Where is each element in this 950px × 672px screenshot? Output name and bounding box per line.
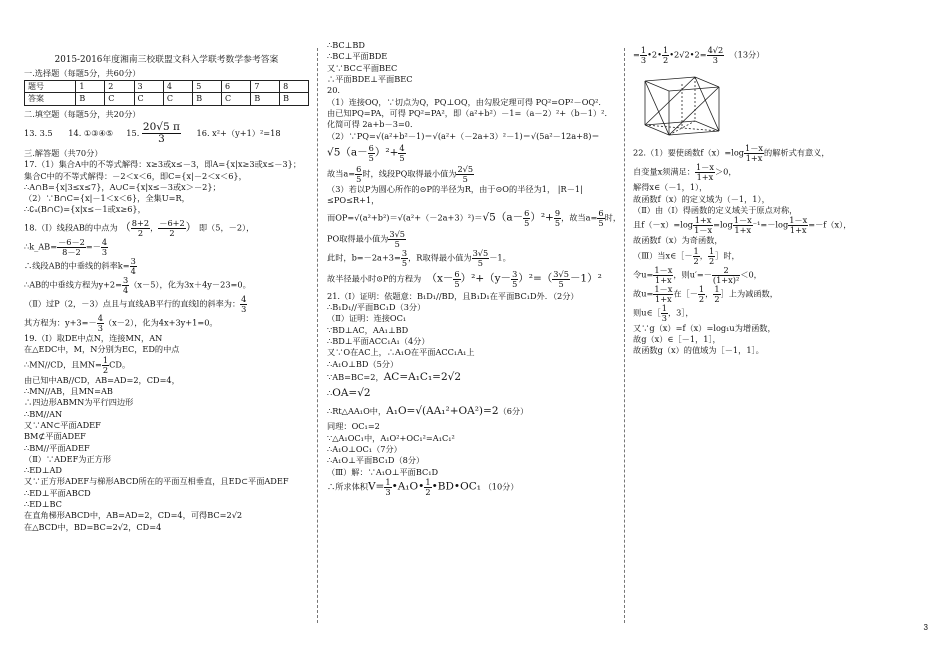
fraction: $\frac{1}{3}$ — [640, 45, 647, 66]
fraction: $\frac{1-x}{1+x}$ — [695, 162, 714, 183]
fraction: $\frac{3}{4}$ — [123, 274, 129, 295]
text-line: ∵AB=BC=2，AC=A₁C₁=2√2 — [327, 370, 462, 383]
text-line: 自变量x须满足： $\frac{1-x}{1+x}$ ＞0， — [633, 162, 737, 183]
text-line: 又∵O在AC上，∴A₁O在平面ACC₁A₁上 — [327, 347, 475, 358]
text-line: 故函数f（x）为奇函数， — [633, 235, 723, 246]
table-cell: 5 — [193, 81, 222, 93]
table-cell: C — [134, 93, 163, 105]
text-line: （3）若以P为圆心所作的⊙P的半径为R，由于⊙O的半径为1， |R－1| — [327, 183, 583, 194]
fraction: $\frac{6}{5}$ — [368, 142, 374, 163]
text-line: ∴BM//平面ADEF — [24, 442, 90, 453]
table-cell: 8 — [280, 81, 309, 93]
text-line: （Ⅲ）当x∈［－ $\frac{1}{2}$ ， $\frac{1}{2}$ ］时， — [633, 245, 740, 266]
text-line: ∴四边形ABMN为平行四边形 — [24, 397, 134, 408]
text-line: ∴A₁O⊥BD（5分） — [327, 358, 399, 369]
text-line: （Ⅱ）∵ADEF为正方形 — [24, 453, 112, 464]
fraction: $\frac{4}{3}$ — [97, 312, 103, 333]
fill-answer: 14. ①③④⑤ — [68, 127, 114, 138]
text-line: 故半径最小时⊙P的方程为 （x－ $\frac{6}{5}$ ）²+（y－ $\frac{3}{5}$ ）²=（ $\frac{3√5}{5}$ －1）² — [327, 268, 602, 289]
table-cell: C — [105, 93, 134, 105]
fill-answers — [24, 122, 309, 146]
section-heading: 二.填空题（每题5分，共20分） — [24, 108, 141, 119]
text-line: ∴所求体积V= $\frac{1}{3}$ •A₁O• $\frac{1}{2}$ •BD•OC₁ （10分） — [327, 476, 519, 497]
table-cell: 7 — [251, 81, 280, 93]
fraction: $\frac{1}{2}$ — [708, 245, 715, 266]
text-line: 故函数f（x）的定义域为（－1，1）， — [633, 193, 770, 204]
fraction: $\frac{1-x}{1+x}$ — [745, 143, 764, 164]
fraction: $\frac{1}{2}$ — [425, 476, 431, 497]
text-line: BM⊄平面ADEF — [24, 431, 86, 442]
fraction: $\frac{6}{5}$ — [598, 207, 604, 228]
text-line: （Ⅲ）解：∵A₁O⊥平面BC₁D — [327, 466, 439, 477]
text-line: ∴BM//AN — [24, 408, 63, 419]
text-line: 由已知中AB//CD，AB=AD=2，CD=4， — [24, 374, 180, 385]
text-line: 17.（1）集合A中的不等式解得：x≥3或x≤－3，即A={x|x≥3或x≤－3}； — [24, 159, 302, 170]
text-line: ∴B₁D₁//平面BC₁D（3分） — [327, 301, 426, 312]
fraction: $\frac{1-x}{1+x}$ — [654, 283, 673, 304]
fraction: $\frac{1-x}{1+x}$ — [733, 215, 752, 236]
text-line: 在△EDC中，M，N分别为EC，ED的中点 — [24, 344, 180, 355]
fraction: $\frac{1}{2}$ — [693, 245, 699, 266]
fraction: $\frac{8+2}{2}$ — [131, 217, 150, 238]
section-heading: 三.解答题（共70分） — [24, 147, 103, 158]
text-line: ∴BD⊥平面ACC₁A₁（4分） — [327, 335, 430, 346]
text-line: （Ⅱ）证明：连接OC₁ — [327, 313, 407, 324]
text-line: ∵△A₁OC₁中，A₁O²+OC₁²=A₁C₁² — [327, 432, 455, 443]
text-line: ∴A∩B={x|3≤x≤7}，A∪C={x|x≤－3或x＞－2}； — [24, 181, 221, 192]
table-row — [25, 81, 309, 93]
fraction: $\frac{4}{3}$ — [241, 293, 247, 314]
text-line: 22.（1）要使函数f（x）=log $\frac{1-x}{1+x}$ 的解析式有意义， — [633, 143, 830, 164]
fraction: $\frac{1+x}{1-x}$ — [694, 215, 713, 236]
table-cell: B — [193, 93, 222, 105]
text-line: 由已知PQ=PA，可得 PQ²=PA²，即（a²+b²）－1=（a－2）²+（b－1）²． — [327, 107, 613, 118]
fraction: $\frac{-6-2}{8-2}$ — [58, 236, 85, 257]
text-line: 故函数g（x）的值域为［－1，1］。 — [633, 345, 764, 356]
fill-answer: 16. x²+（y+1）²=18 — [196, 127, 281, 138]
text-line: （Ⅱ）过P（2，－3）点且与直线AB平行的直线l的斜率为： $\frac{4}{3}$ — [24, 293, 247, 314]
table-cell: 答案 — [25, 93, 76, 105]
text-line: 集合C中的不等式解得：－2＜x＜6，即C={x|－2＜x＜6}， — [24, 170, 247, 181]
fraction: $\frac{2√5}{5}$ — [457, 163, 474, 184]
text-line: 故u= $\frac{1-x}{1+x}$ 在［－ $\frac{1}{2}$ ， $\frac{1}{2}$ ］上为减函数， — [633, 283, 778, 304]
text-line: ∴A₁O⊥OC₁（7分） — [327, 443, 402, 454]
fraction: $\frac{1-x}{1+x}$ — [789, 215, 808, 236]
text-line: ∴ED⊥BC — [24, 499, 62, 510]
answer-table — [24, 80, 309, 105]
fraction: $\frac{20√5 \pi}{3}$ — [142, 120, 180, 146]
text-line: 同理：OC₁=2 — [327, 421, 380, 432]
section-heading: 一.选择题（每题5分，共60分） — [24, 68, 141, 79]
text-line: ∴BC⊥BD — [327, 40, 365, 50]
table-cell: C — [221, 93, 250, 105]
text-line: 又∵正方形ADEF与梯形ABCD所在的平面互相垂直，且ED⊂平面ADEF — [24, 476, 289, 487]
fraction: $\frac{1}{2}$ — [102, 354, 109, 375]
table-cell: B — [280, 93, 309, 105]
column-1 — [24, 40, 309, 648]
column-divider — [624, 48, 625, 623]
text-line: 21.（Ⅰ）证明：依题意：B₁D₁//BD，且B₁D₁在平面BC₁D外．（2分） — [327, 290, 579, 301]
text-line: 则u∈［ $\frac{1}{3}$ ，3］， — [633, 302, 694, 323]
text-line: ∴ED⊥平面ABCD — [24, 487, 91, 498]
text-line: 而OP=√(a²+b²)＝√(a²+（－2a+3）²)＝√5（a－ $\frac{6}{5}$ ）²+ $\frac{9}{5}$ ，故当a= $\frac{6}{5}$ 时， — [327, 207, 622, 228]
text-line: （Ⅱ）由（Ⅰ）得函数的定义域关于原点对称， — [633, 205, 798, 216]
fill-answer: 13. 3.5 — [24, 127, 53, 138]
table-cell: 题号 — [25, 81, 76, 93]
text-line: 化简可得 2a+b－3=0． — [327, 119, 419, 130]
fraction: $\frac{6}{5}$ — [524, 207, 530, 228]
column-2 — [327, 40, 622, 497]
text-line: ∴ED⊥AD — [24, 465, 62, 476]
fraction: $\frac{3}{4}$ — [130, 255, 136, 276]
column-3 — [633, 40, 923, 357]
prism-diagram — [635, 67, 731, 137]
table-cell: 1 — [76, 81, 105, 93]
text-line: 在直角梯形ABCD中，AB=AD=2，CD=4，可得BC=2√2 — [24, 510, 243, 521]
text-line: 20. — [327, 85, 341, 96]
text-line: ∴BC⊥平面BDE — [327, 51, 388, 62]
text-line: ∴平面BDE⊥平面BEC — [327, 73, 413, 84]
table-cell: 4 — [163, 81, 192, 93]
text-line: ∴∁ᵤ(B∩C)={x|x≤－1或x≥6}， — [24, 204, 146, 215]
text-line: ∴k_AB= $\frac{-6-2}{8-2}$ =－ $\frac{4}{3}$ — [24, 236, 108, 257]
fraction: $\frac{4√2}{3}$ — [707, 45, 724, 66]
text-line: 故g（x）∈［－1，1］， — [633, 334, 721, 345]
fraction: $\frac{1}{3}$ — [661, 302, 667, 323]
table-cell: B — [76, 93, 105, 105]
text-line: 解得x∈（－1，1）， — [633, 182, 708, 193]
fraction: $\frac{6}{5}$ — [356, 163, 362, 184]
text-line: 在△BCD中，BD=BC=2√2，CD=4 — [24, 521, 162, 532]
text-line: ∴OA=√2 — [327, 387, 371, 400]
text-line: ∵BD⊥AC，AA₁⊥BD — [327, 324, 409, 335]
fraction: $\frac{-6+2}{2}$ — [159, 217, 185, 238]
text-line: ∴线段AB的中垂线的斜率k= $\frac{3}{4}$ — [24, 255, 136, 276]
text-line: 又∵AN⊂平面ADEF — [24, 419, 101, 430]
column-divider — [317, 48, 318, 623]
table-cell: 2 — [105, 81, 134, 93]
fraction: $\frac{3}{5}$ — [401, 247, 408, 268]
doc-title: 2015-2016年度湘南三校联盟文科入学联考数学参考答案 — [54, 55, 279, 65]
text-line: ∴MN//AB，且MN=AB — [24, 385, 113, 396]
fraction: $\frac{3√5}{5}$ — [389, 228, 405, 249]
text-line: ∴MN//CD，且MN= $\frac{1}{2}$ CD。 — [24, 354, 131, 375]
table-cell: 3 — [134, 81, 163, 93]
fraction: $\frac{1}{2}$ — [662, 45, 669, 66]
text-line: 此时，b=－2a+3= $\frac{3}{5}$ ，R取得最小值为 $\frac{3√5}{5}$ －1。 — [327, 247, 511, 268]
fraction: $\frac{1}{3}$ — [385, 476, 391, 497]
table-cell: B — [251, 93, 280, 105]
text-line: ∴Rt△AA₁O中，A₁O=√(AA₁²+OA²)=2（6分） — [327, 404, 529, 417]
text-line: PO取得最小值为 $\frac{3√5}{5}$ — [327, 228, 405, 249]
text-line: 故当a= $\frac{6}{5}$ 时，线段PQ取得最小值为 $\frac{2√5}{5}$ — [327, 163, 474, 184]
text-line: 18.（Ⅰ）线段AB的中点为 （ $\frac{8+2}{2}$ ， $\frac{-6+2}{2}$ ） 即（5，－2）， — [24, 217, 255, 238]
text-line: 其方程为：y+3=－ $\frac{4}{3}$ （x－2），化为4x+3y+1=0。 — [24, 312, 218, 333]
fraction: $\frac{3√5}{5}$ — [472, 247, 489, 268]
text-line: 令u= $\frac{1-x}{1+x}$ ，则u′=－ $\frac{2}{\text{(1+x)²}}$ ＜0， — [633, 264, 762, 285]
fraction: $\frac{9}{5}$ — [554, 207, 561, 228]
table-cell: 6 — [221, 81, 250, 93]
page-number: 3 — [923, 623, 928, 632]
fraction: $\frac{4}{5}$ — [399, 142, 405, 163]
fraction: $\frac{6}{5}$ — [454, 268, 460, 289]
fraction: $\frac{3√5}{5}$ — [553, 268, 569, 289]
text-line: ∴A₁O⊥平面BC₁D（8分） — [327, 455, 425, 466]
text-line: ∴AB的中垂线方程为y+2= $\frac{3}{4}$ （x－5），化为3x＋4y－23=0。 — [24, 274, 251, 295]
fraction: $\frac{3}{5}$ — [512, 268, 518, 289]
fraction: $\frac{1-x}{1+x}$ — [654, 264, 673, 285]
text-line: 19.（Ⅰ）取DE中点N，连接MN，AN — [24, 332, 163, 343]
text-line: 且f（－x）=log $\frac{1+x}{1-x}$ =log $\frac{1-x}{1+x}$ ⁻¹=－log $\frac{1-x}{1+x}$ =－f（x）， — [633, 215, 852, 236]
text-line: 又∵g（x）=f（x）=log₁u为增函数， — [633, 322, 776, 333]
text-line: √5（a－ $\frac{6}{5}$ ）²+ $\frac{4}{5}$ — [327, 142, 405, 163]
text-line: （1）连接OQ，∵切点为Q，PQ⊥OQ，由勾股定理可得 PQ²=OP²－OQ²． — [327, 96, 607, 107]
text-line: ≤PO≤R+1， — [327, 195, 380, 206]
text-line: 又∵BC⊂平面BEC — [327, 62, 398, 73]
fraction: $\frac{1}{2}$ — [698, 283, 705, 304]
table-cell: C — [163, 93, 192, 105]
text-line: = $\frac{1}{3}$ •2• $\frac{1}{2}$ •2√2•2= $\frac{4√2}{3}$ （13分） — [633, 45, 765, 66]
fill-answer: 15. — [126, 127, 140, 138]
table-row — [25, 93, 309, 105]
fraction: $\frac{1}{2}$ — [714, 283, 720, 304]
fraction: $\frac{4}{3}$ — [101, 236, 108, 257]
text-line: （2）∵PQ=√(a²+b²－1)＝√(a²+（－2a+3）²－1)＝√(5a²－12a+8)＝ — [327, 130, 600, 141]
text-line: （2）∵B∩C={x|－1＜x＜6}，全集U=R， — [24, 193, 190, 204]
fraction: $\frac{2}{\text{(1+x)²}}$ — [712, 264, 740, 285]
prism-figure — [635, 67, 923, 140]
